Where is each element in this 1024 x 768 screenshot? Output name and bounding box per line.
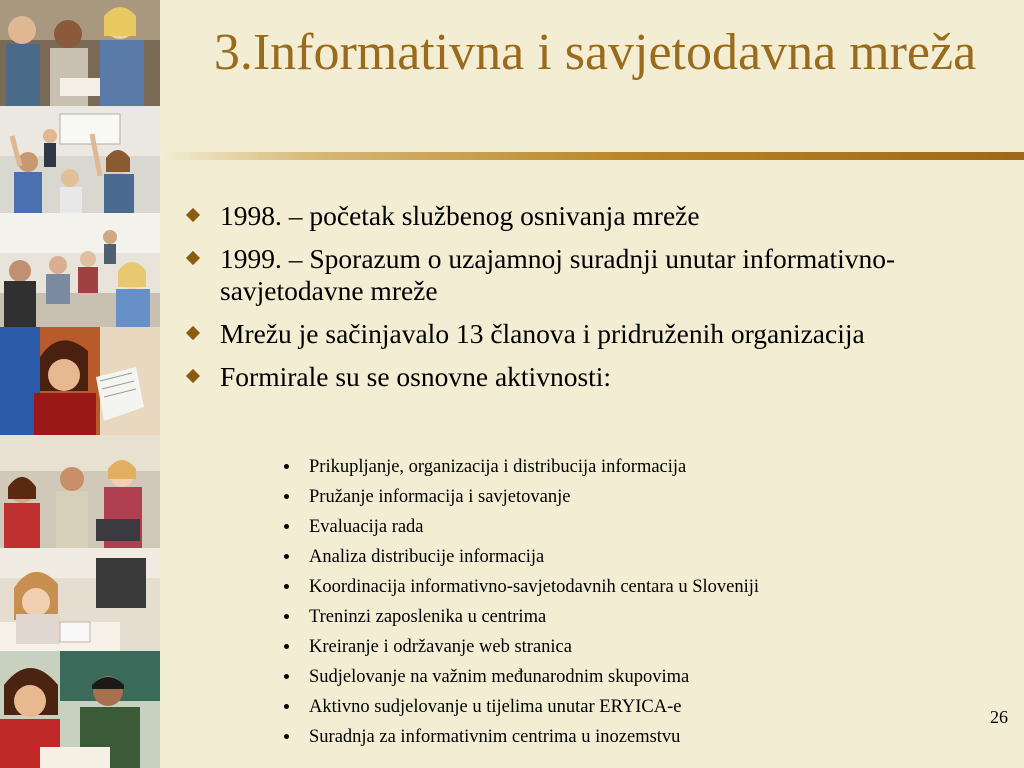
diamond-bullet-icon — [186, 251, 200, 265]
bullet-text: Mrežu je sačinjavalo 13 članova i pridruženih organizacija — [220, 318, 865, 349]
bullet-item — [182, 200, 1012, 232]
activity-text: Pružanje informacija i savjetovanje — [309, 487, 571, 507]
photo-strip — [0, 0, 160, 768]
dot-bullet-icon — [284, 644, 289, 649]
students-photo — [0, 0, 160, 106]
bullet-text: 1999. – Sporazum o uzajamnoj suradnji unutar informativno-savjetodavne mreže — [220, 243, 896, 306]
bullet-item — [182, 243, 1012, 307]
main-bullet-list — [182, 200, 1012, 404]
activity-item — [282, 452, 982, 482]
two-students-photo — [0, 651, 160, 768]
activity-item — [282, 542, 982, 572]
activity-item — [282, 512, 982, 542]
bullet-text: Formirale su se osnovne aktivnosti: — [220, 361, 612, 392]
activity-text: Sudjelovanje na važnim međunarodnim skupovima — [309, 667, 690, 687]
activity-text: Evaluacija rada — [309, 517, 424, 537]
activity-item — [282, 572, 982, 602]
activity-text: Suradnja za informativnim centrima u inozemstvu — [309, 727, 681, 747]
activity-item — [282, 722, 982, 752]
dot-bullet-icon — [284, 524, 289, 529]
dot-bullet-icon — [284, 584, 289, 589]
dot-bullet-icon — [284, 704, 289, 709]
diamond-bullet-icon — [186, 326, 200, 340]
activities-list — [282, 452, 982, 752]
activity-text: Koordinacija informativno-savjetodavnih centara u Sloveniji — [309, 577, 760, 597]
girl-desk-photo — [0, 548, 160, 651]
girl-reading-photo — [0, 327, 160, 435]
activity-text: Kreiranje i održavanje web stranica — [309, 637, 572, 657]
slide-title: 3.Informativna i savjetodavna mreža — [213, 24, 977, 81]
activity-item — [282, 602, 982, 632]
dot-bullet-icon — [284, 734, 289, 739]
dot-bullet-icon — [284, 554, 289, 559]
activity-item — [282, 482, 982, 512]
bullet-item — [182, 318, 1012, 350]
activity-text: Prikupljanje, organizacija i distribucija informacija — [309, 457, 687, 477]
activity-item — [282, 632, 982, 662]
dot-bullet-icon — [284, 464, 289, 469]
dot-bullet-icon — [284, 614, 289, 619]
activity-text: Aktivno sudjelovanje u tijelima unutar ERYICA-e — [309, 697, 682, 717]
students-laptop-photo — [0, 435, 160, 548]
diamond-bullet-icon — [186, 369, 200, 383]
page-number: 26 — [990, 707, 1008, 727]
bullet-item — [182, 361, 1012, 393]
students-desks-photo — [0, 213, 160, 327]
classroom-photo — [0, 106, 160, 213]
activity-item — [282, 692, 982, 722]
bullet-text: 1998. – početak službenog osnivanja mreže — [220, 200, 700, 231]
activity-item — [282, 662, 982, 692]
title-divider — [160, 152, 1024, 160]
activity-text: Analiza distribucije informacija — [309, 547, 545, 567]
dot-bullet-icon — [284, 494, 289, 499]
dot-bullet-icon — [284, 674, 289, 679]
diamond-bullet-icon — [186, 208, 200, 222]
activity-text: Treninzi zaposlenika u centrima — [309, 607, 547, 627]
